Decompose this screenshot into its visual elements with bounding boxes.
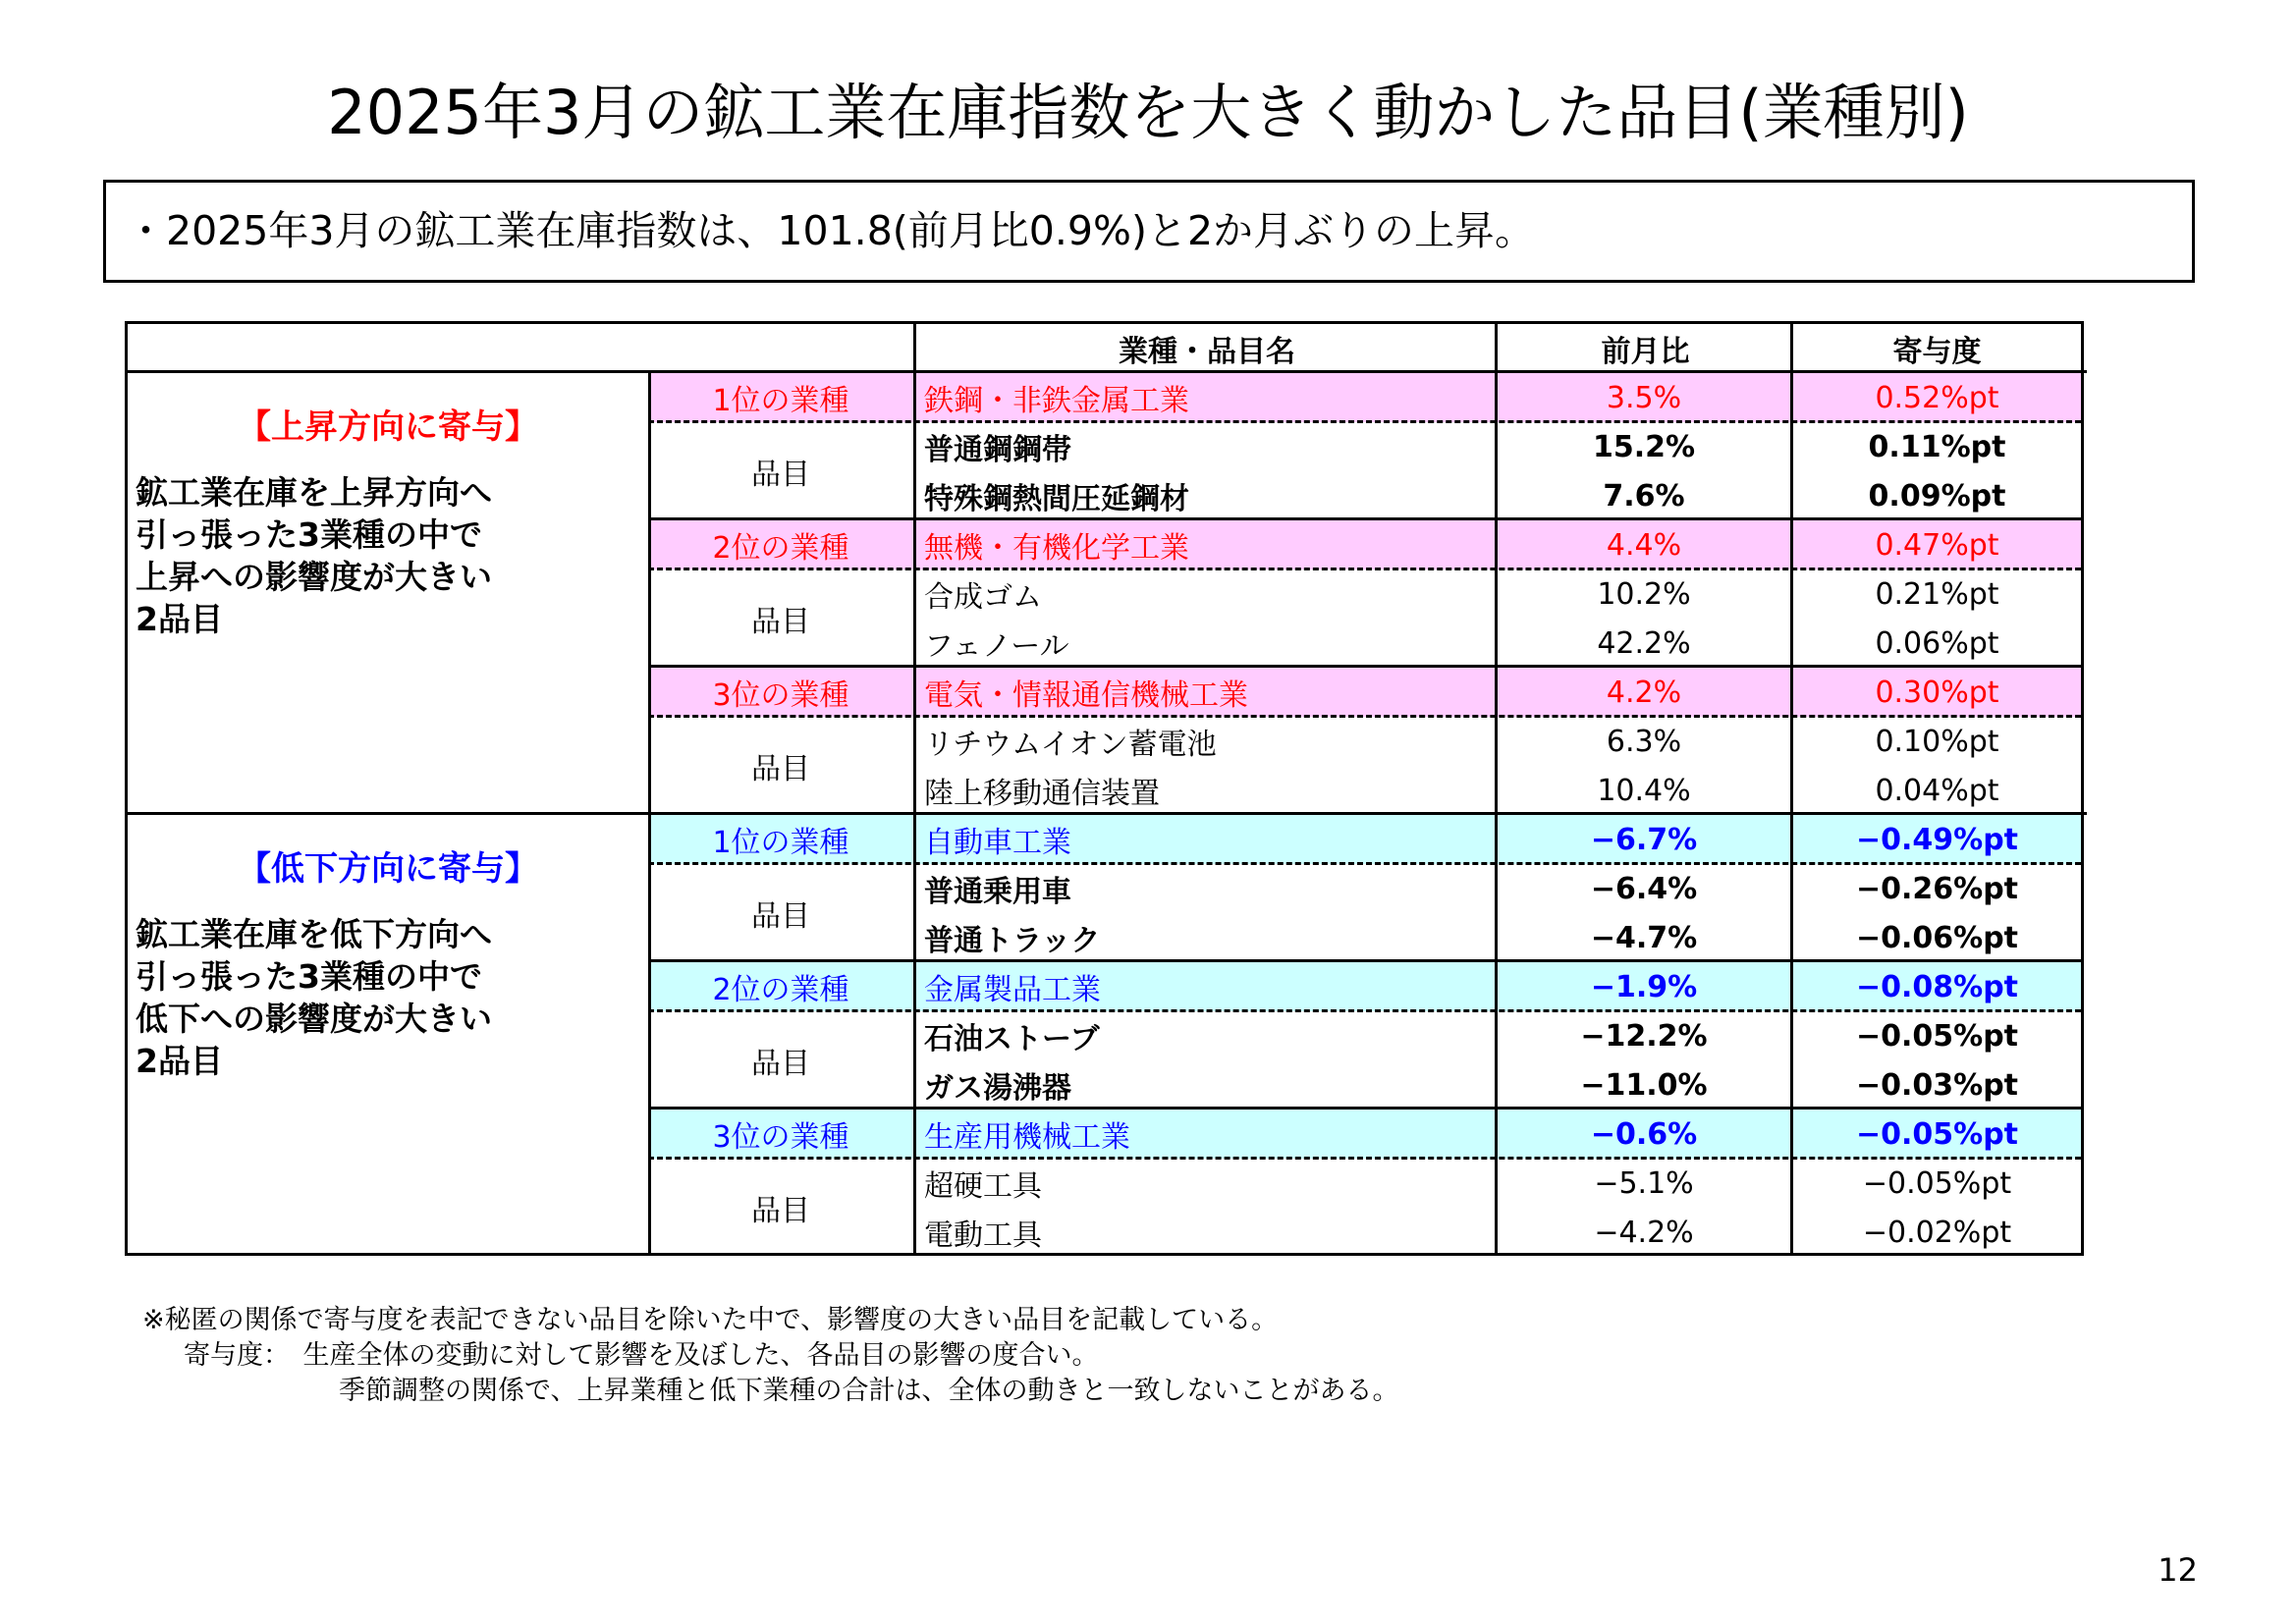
item-name: 石油ストーブ [924, 1022, 1100, 1056]
section-up-desc-line: 2品目 [136, 600, 223, 638]
item-mom: 42.2% [1597, 625, 1691, 661]
item-contrib: −0.02%pt [1862, 1215, 2012, 1250]
page-title: 2025年3月の鉱工業在庫指数を大きく動かした品目(業種別) [327, 77, 1969, 148]
section-down-desc-line: 鉱工業在庫を低下方向へ [136, 915, 492, 953]
contribution-table [125, 321, 2084, 1256]
item-contrib: −0.05%pt [1862, 1165, 2012, 1201]
items-label: 品目 [751, 899, 810, 934]
item-contrib: 0.06%pt [1875, 625, 1999, 661]
item-name: 合成ゴム [924, 580, 1042, 615]
industry-contrib: 0.52%pt [1875, 380, 1999, 415]
item-mom: −12.2% [1580, 1018, 1708, 1054]
item-mom: −4.2% [1594, 1215, 1694, 1250]
page-number: 12 [2158, 1551, 2198, 1589]
industry-contrib: −0.49%pt [1855, 822, 2019, 857]
item-contrib: 0.21%pt [1875, 576, 1999, 612]
item-mom: −11.0% [1580, 1067, 1708, 1103]
item-contrib: 0.10%pt [1875, 724, 1999, 759]
industry-rank: 3位の業種 [712, 1120, 849, 1155]
item-mom: −5.1% [1594, 1165, 1694, 1201]
item-mom: −4.7% [1590, 920, 1698, 955]
footnote-line: 寄与度： 生産全体の変動に対して影響を及ぼした、各品目の影響の度合い。 [184, 1340, 1099, 1371]
item-name: ガス湯沸器 [924, 1071, 1071, 1106]
items-label: 品目 [751, 1047, 810, 1081]
section-down-description [136, 913, 646, 1082]
item-name: 普通乗用車 [924, 875, 1071, 909]
items-label: 品目 [751, 458, 810, 492]
header-blank-cell [128, 324, 648, 373]
items-label: 品目 [751, 605, 810, 639]
item-mom: 10.4% [1597, 773, 1691, 808]
header-name: 業種・品目名 [1119, 335, 1295, 369]
footnotes [142, 1303, 1398, 1409]
industry-rank: 3位の業種 [712, 678, 849, 713]
header-contrib: 寄与度 [1892, 335, 1982, 369]
industry-rank: 1位の業種 [712, 384, 849, 418]
item-contrib: −0.06%pt [1855, 920, 2019, 955]
item-mom: 15.2% [1592, 429, 1696, 464]
industry-name: 金属製品工業 [924, 973, 1101, 1007]
section-down-heading: 【低下方向に寄与】 [238, 849, 538, 889]
item-mom: −6.4% [1590, 871, 1698, 906]
item-name: フェノール [924, 629, 1069, 664]
items-label: 品目 [751, 1194, 810, 1228]
industry-rank: 1位の業種 [712, 826, 849, 860]
grid-vline [1495, 324, 1498, 1253]
section-up-desc-line: 鉱工業在庫を上昇方向へ [136, 473, 492, 512]
header-mom: 前月比 [1601, 335, 1690, 369]
industry-name: 生産用機械工業 [924, 1120, 1130, 1155]
industry-mom: 4.2% [1606, 675, 1682, 710]
footnote-line: 季節調整の関係で、上昇業種と低下業種の合計は、全体の動きと一致しないことがある。 [339, 1376, 1399, 1406]
industry-rank: 2位の業種 [712, 531, 849, 566]
industry-mom: 4.4% [1606, 527, 1682, 563]
section-down-desc-line: 引っ張った3業種の中で [136, 957, 482, 996]
item-name: 電動工具 [924, 1218, 1042, 1253]
industry-name: 自動車工業 [924, 826, 1071, 860]
section-up-desc-line: 引っ張った3業種の中で [136, 515, 482, 554]
industry-mom: 3.5% [1606, 380, 1682, 415]
section-up-description [136, 471, 646, 640]
industry-name: 無機・有機化学工業 [924, 531, 1189, 566]
industry-name: 電気・情報通信機械工業 [924, 678, 1248, 713]
item-name: リチウムイオン蓄電池 [924, 728, 1217, 762]
industry-mom: −6.7% [1590, 822, 1698, 857]
industry-rank: 2位の業種 [712, 973, 849, 1007]
industry-mom: −1.9% [1590, 969, 1698, 1004]
item-contrib: −0.05%pt [1855, 1018, 2019, 1054]
section-up-desc-line: 上昇への影響度が大きい [136, 558, 492, 596]
item-contrib: −0.26%pt [1855, 871, 2019, 906]
item-contrib: 0.11%pt [1868, 429, 2006, 464]
item-contrib: 0.04%pt [1875, 773, 1999, 808]
industry-name: 鉄鋼・非鉄金属工業 [924, 384, 1189, 418]
item-name: 陸上移動通信装置 [924, 777, 1160, 811]
item-contrib: 0.09%pt [1868, 478, 2006, 514]
section-up-heading: 【上昇方向に寄与】 [238, 407, 538, 447]
summary-box [103, 180, 2195, 283]
item-name: 特殊鋼熱間圧延鋼材 [924, 482, 1189, 516]
industry-mom: −0.6% [1590, 1116, 1698, 1152]
grid-vline [1790, 324, 1793, 1253]
industry-contrib: −0.05%pt [1855, 1116, 2019, 1152]
section-down-desc-line: 低下への影響度が大きい [136, 1000, 492, 1038]
grid-vline [648, 373, 651, 1253]
summary-text: ・2025年3月の鉱工業在庫指数は、101.8(前月比0.9%)と2か月ぶりの上昇。 [126, 207, 1536, 254]
item-mom: 10.2% [1597, 576, 1691, 612]
item-name: 超硬工具 [924, 1169, 1042, 1204]
item-mom: 6.3% [1606, 724, 1682, 759]
industry-contrib: 0.47%pt [1875, 527, 1999, 563]
grid-vline [913, 324, 916, 1253]
item-name: 普通トラック [924, 924, 1101, 958]
items-label: 品目 [751, 752, 810, 786]
item-contrib: −0.03%pt [1855, 1067, 2019, 1103]
industry-contrib: −0.08%pt [1855, 969, 2019, 1004]
footnote-line: ※秘匿の関係で寄与度を表記できない品目を除いた中で、影響度の大きい品目を記載している。 [142, 1305, 1279, 1335]
item-mom: 7.6% [1603, 478, 1685, 514]
section-down-desc-line: 2品目 [136, 1042, 223, 1080]
industry-contrib: 0.30%pt [1875, 675, 1999, 710]
item-name: 普通鋼鋼帯 [924, 433, 1071, 467]
